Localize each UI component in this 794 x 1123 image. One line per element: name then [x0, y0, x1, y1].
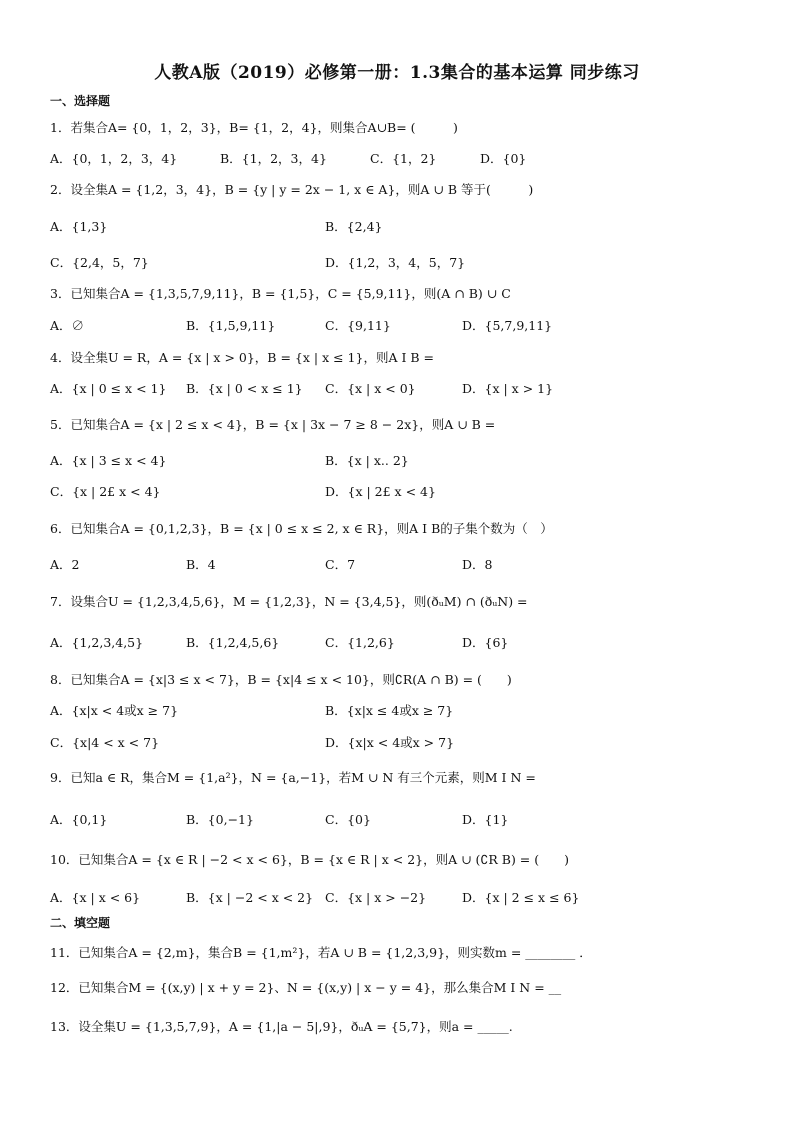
question-4-option-c: C．{x | x < 0} — [325, 381, 416, 396]
question-9-option-a: A．{0,1} — [50, 812, 108, 827]
question-2-option-d: D．{1,2，3，4，5，7} — [325, 255, 466, 270]
question-9-option-d: D．{1} — [462, 812, 509, 827]
question-4-stem: 4．设全集U = R，A = {x | x > 0}，B = {x | x ≤ 1}，则A I B = — [50, 350, 434, 365]
question-4-option-b: B．{x | 0 < x ≤ 1} — [186, 381, 303, 396]
question-6-option-d: D．8 — [462, 557, 493, 572]
question-4-option-d: D．{x | x > 1} — [462, 381, 554, 396]
question-7-option-d: D．{6} — [462, 635, 509, 650]
question-13-stem: 13．设全集U = {1,3,5,7,9}，A = {1,|a − 5|,9}，ðᵤA = {5,7}，则a = _____. — [50, 1019, 513, 1034]
question-2-option-c: C．{2,4，5，7} — [50, 255, 149, 270]
question-3-option-d: D．{5,7,9,11} — [462, 318, 553, 333]
question-6-option-b: B．4 — [186, 557, 216, 572]
question-6-option-c: C．7 — [325, 557, 356, 572]
question-7-option-c: C．{1,2,6} — [325, 635, 395, 650]
question-1-option-c: C．{1，2} — [370, 151, 437, 166]
question-5-stem: 5．已知集合A = {x | 2 ≤ x < 4}，B = {x | 3x − 7 ≥ 8 − 2x}，则A ∪ B = — [50, 417, 496, 432]
question-5-option-c: C．{x | 2£ x < 4} — [50, 484, 161, 499]
question-10-option-d: D．{x | 2 ≤ x ≤ 6} — [462, 890, 580, 905]
question-9-option-c: C．{0} — [325, 812, 371, 827]
question-3-option-c: C．{9,11} — [325, 318, 391, 333]
question-8-option-d: D．{x|x < 4或x > 7} — [325, 735, 455, 750]
section-heading-choice: 一、选择题 — [50, 94, 111, 108]
question-6-stem: 6．已知集合A = {0,1,2,3}，B = {x | 0 ≤ x ≤ 2, x ∈ R}，则A I B的子集个数为（ ） — [50, 521, 553, 536]
question-9-stem: 9．已知a ∈ R，集合M = {1,a²}，N = {a,−1}，若M ∪ N 有三个元素，则M I N = — [50, 770, 536, 785]
question-1-option-a: A．{0，1，2，3，4} — [50, 151, 178, 166]
question-10-stem: 10．已知集合A = {x ∈ R | −2 < x < 6}，B = {x ∈ R | x < 2}，则A ∪ (∁R B) = ( ) — [50, 852, 570, 867]
question-8-option-a: A．{x|x < 4或x ≥ 7} — [50, 703, 179, 718]
page-title: 人教A版（2019）必修第一册：1.3集合的基本运算 同步练习 — [154, 63, 640, 83]
question-7-option-a: A．{1,2,3,4,5} — [50, 635, 144, 650]
question-8-option-c: C．{x|4 < x < 7} — [50, 735, 160, 750]
question-10-option-c: C．{x | x > −2} — [325, 890, 427, 905]
question-2-stem: 2．设全集A = {1,2，3，4}，B = {y | y = 2x − 1, x ∈ A}，则A ∪ B 等于( ) — [50, 182, 534, 197]
question-4-option-a: A．{x | 0 ≤ x < 1} — [50, 381, 167, 396]
question-12-stem: 12．已知集合M = {(x,y) | x + y = 2}、N = {(x,y) | x − y = 4}，那么集合M I N = __ — [50, 980, 562, 995]
question-3-stem: 3．已知集合A = {1,3,5,7,9,11}，B = {1,5}，C = {5,9,11}，则(A ∩ B) ∪ C — [50, 286, 511, 301]
question-5-option-d: D．{x | 2£ x < 4} — [325, 484, 436, 499]
section-heading-fill: 二、填空题 — [50, 916, 111, 930]
question-1-option-b: B．{1，2，3，4} — [220, 151, 327, 166]
question-2-option-a: A．{1,3} — [50, 219, 108, 234]
question-3-option-b: B．{1,5,9,11} — [186, 318, 276, 333]
question-1-stem: 1．若集合A= {0，1，2，3}，B= {1，2，4}，则集合A∪B= ( ) — [50, 120, 458, 135]
question-9-option-b: B．{0,−1} — [186, 812, 254, 827]
question-5-option-b: B．{x | x.. 2} — [325, 453, 409, 468]
question-8-stem: 8．已知集合A = {x|3 ≤ x < 7}，B = {x|4 ≤ x < 10}，则∁R(A ∩ B) = ( ) — [50, 672, 512, 687]
question-8-option-b: B．{x|x ≤ 4或x ≥ 7} — [325, 703, 454, 718]
question-7-stem: 7．设集合U = {1,2,3,4,5,6}，M = {1,2,3}，N = {3,4,5}，则(ðᵤM) ∩ (ðᵤN) = — [50, 594, 528, 609]
question-11-stem: 11．已知集合A = {2,m}，集合B = {1,m²}，若A ∪ B = {1,2,3,9}，则实数m = ________ ． — [50, 945, 592, 960]
question-2-option-b: B．{2,4} — [325, 219, 383, 234]
question-5-option-a: A．{x | 3 ≤ x < 4} — [50, 453, 167, 468]
question-10-option-a: A．{x | x < 6} — [50, 890, 141, 905]
question-3-option-a: A．∅ — [50, 318, 85, 333]
question-7-option-b: B．{1,2,4,5,6} — [186, 635, 280, 650]
question-6-option-a: A．2 — [50, 557, 80, 572]
question-1-option-d: D．{0} — [480, 151, 527, 166]
question-10-option-b: B．{x | −2 < x < 2} — [186, 890, 314, 905]
